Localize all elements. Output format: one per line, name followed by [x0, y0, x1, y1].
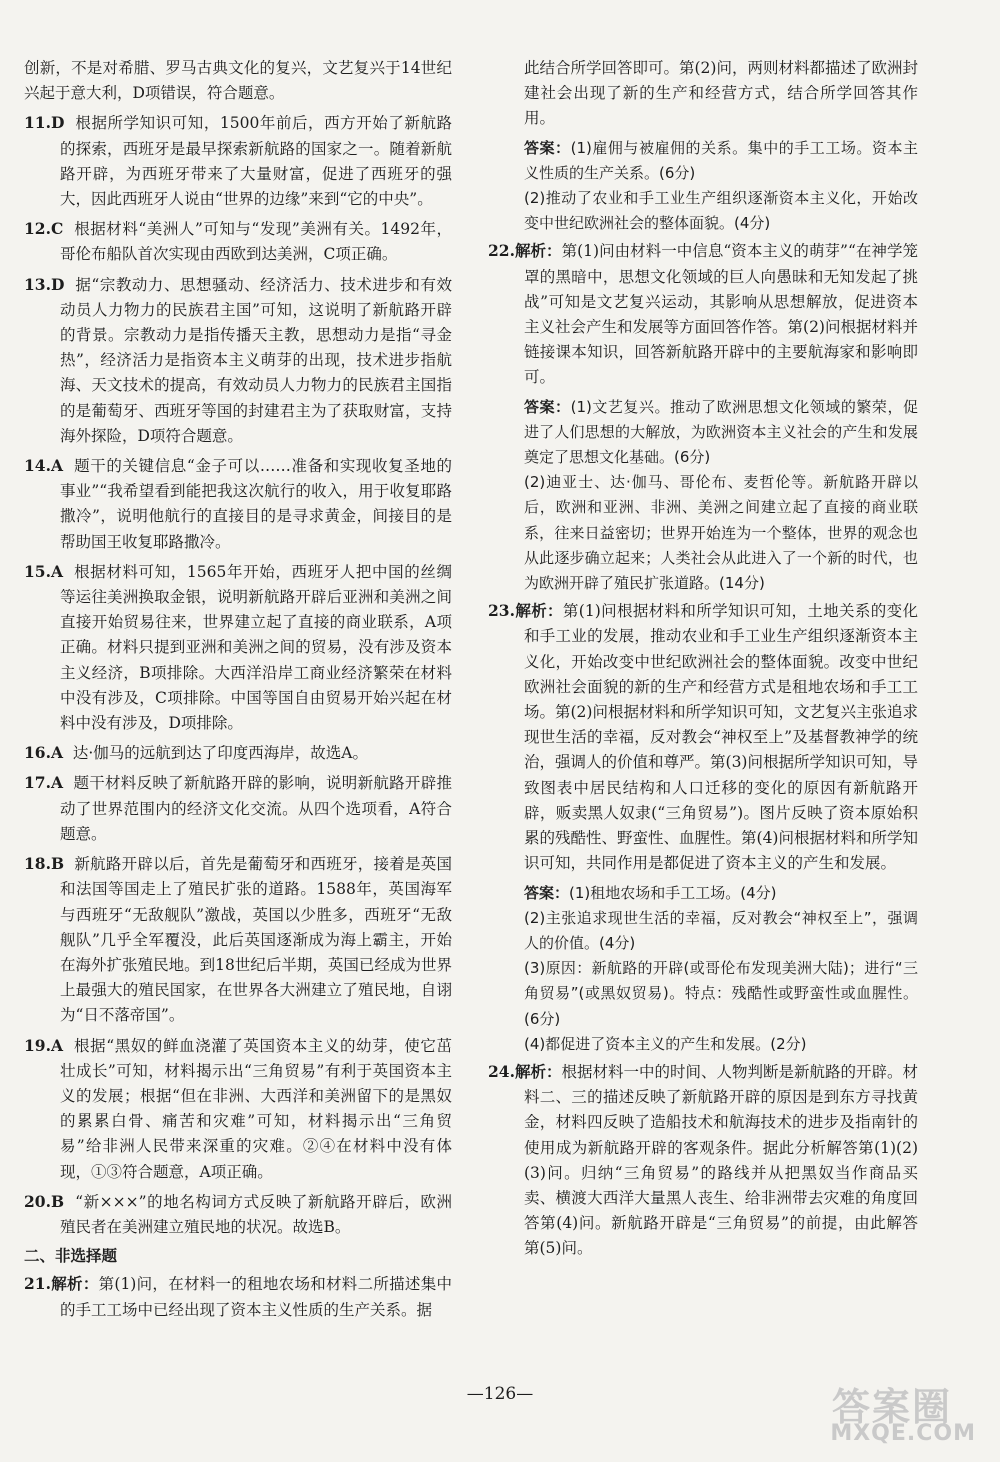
item-number: 14.A — [24, 456, 63, 476]
watermark-logo — [792, 1376, 982, 1448]
answer-item-15 — [24, 559, 452, 736]
answer-item-24 — [488, 1059, 918, 1262]
answer-part-2: (2)推动了农业和手工业生产组织逐渐资本主义化，开始改变中世纪欧洲社会的整体面貌。(4分) — [524, 189, 918, 233]
item-text: 第(1)问由材料一中信息“资本主义的萌芽”“在神学笼罩的黑暗中，思想文化领域的巨人向愚昧和无知发起了挑战”可知是文艺复兴运动，其影响从思想解放，促进资本主义社会产生和发展等方面回答作答。第(2)问根据材料并链接课本知识，回答新航路开辟中的主要航海家和影响即可。 — [524, 242, 918, 387]
q21-continuation: 此结合所学回答即可。第(2)问，两则材料都描述了欧洲封建社会出现了新的生产和经营方式，结合所学回答其作用。 — [524, 59, 918, 128]
answer-item-17 — [24, 770, 452, 847]
item-text: 第(1)问，在材料一的租地农场和材料二所描述集中的手工工场中已经出现了资本主义性质的生产关系。据 — [60, 1275, 452, 1319]
analysis-label: 解析： — [514, 1061, 562, 1081]
answer-item-19 — [24, 1033, 452, 1185]
item-number: 17.A — [24, 773, 63, 793]
q22-answer — [488, 395, 918, 597]
watermark-url: MXQE.COM — [830, 1421, 976, 1446]
item-number: 19.A — [24, 1035, 63, 1055]
answer-item-21 — [24, 1271, 452, 1322]
item-text: “新×××”的地名构词方式反映了新航路开辟后，欧洲殖民者在美洲建立殖民地的状况。故选B。 — [60, 1192, 453, 1236]
item-number: 22. — [488, 241, 515, 261]
answer-part-1: (1)雇佣与被雇佣的关系。集中的手工工场。资本主义性质的生产关系。(6分) — [524, 138, 918, 182]
section-title: 二、非选择题 — [24, 1247, 118, 1266]
answer-item-16 — [24, 740, 452, 766]
analysis-label: 解析： — [514, 601, 563, 621]
answer-label: 答案： — [524, 883, 570, 902]
item-text: 题干的关键信息“金子可以……准备和实现收复圣地的事业”“我希望看到能把我这次航行的收入，用于收复耶路撒冷”，说明他航行的直接目的是寻求黄金，间接目的是帮助国王收复耶路撒冷。 — [60, 457, 452, 551]
item-text: 根据材料一中的时间、人物判断是新航路的开辟。材料二、三的描述反映了新航路开辟的原因是到东方寻找黄金，材料四反映了造船技术和航海技术的进步及指南针的使用成为新航路开辟的客观条件。据此分析解答第(1)(2)(3)问。归纳“三角贸易”的路线并从把黑奴当作商品买卖、横渡大西洋大量黑人丧生、给非洲带去灾难的角度回答第(4)问。新航路开辟是“三角贸易”的前提，由此解答第(5)问。 — [524, 1062, 918, 1258]
answer-item-13 — [24, 272, 452, 449]
right-column — [488, 56, 918, 1266]
page-number: —126— — [466, 1384, 534, 1404]
answer-item-11 — [24, 110, 452, 212]
intro-paragraph: 创新，不是对希腊、罗马古典文化的复兴，文艺复兴于14世纪兴起于意大利，D项错误，符合题意。 — [24, 59, 452, 103]
item-text: 第(1)问根据材料和所学知识可知，土地关系的变化和手工业的发展，推动农业和手工业生产组织逐渐资本主义化，开始改变中世纪欧洲社会的整体面貌。改变中世纪欧洲社会面貌的新的生产和经营方式是租地农场和手工工场。第(2)问根据材料和所学知识可知，文艺复兴主张追求现世生活的幸福，反对教会“神权至上”及基督教神学的统治，强调人的价值和尊严。第(3)问根据所学知识可知，导致图表中居民结构和人口迁移的变化的原因有新航路开辟，贩卖黑人奴隶(“三角贸易”)。图片反映了资本原始积累的残酷性、野蛮性、血腥性。第(4)问根据材料和所学知识可知，共同作用是都促进了资本主义的产生和发展。 — [524, 602, 918, 873]
item-number: 11.D — [24, 113, 65, 133]
answer-part-4: (4)都促进了资本主义的产生和发展。(2分) — [524, 1034, 807, 1053]
item-text: 根据材料“美洲人”可知与“发现”美洲有关。1492年，哥伦布船队首次实现由西欧到达美洲，C项正确。 — [60, 220, 452, 264]
item-number: 13.D — [24, 274, 65, 294]
item-number: 21. — [24, 1274, 51, 1294]
answer-part-1: (1)文艺复兴。推动了欧洲思想文化领域的繁荣，促进了人们思想的大解放，为欧洲资本主义社会的产生和发展奠定了思想文化基础。(6分) — [524, 397, 918, 467]
watermark-main-text: 答案圈 — [831, 1385, 952, 1429]
answer-item-23 — [488, 598, 918, 876]
analysis-label: 解析： — [50, 1274, 99, 1294]
answer-item-14 — [24, 453, 452, 555]
item-text: 根据“黑奴的鲜血浇灌了英国资本主义的幼芽，使它茁壮成长”可知，材料揭示出“三角贸易”有利于英国资本主义的发展；根据“但在非洲、大西洋和美洲留下的是黑奴的累累白骨、痛苦和灾难”可知，材料揭示出“三角贸易”给非洲人民带来深重的灾难。②④在材料中没有体现，①③符合题意，A项正确。 — [60, 1036, 452, 1181]
answer-item-22 — [488, 238, 918, 390]
item-number: 23. — [488, 601, 515, 621]
left-column — [24, 56, 452, 1327]
answer-label: 答案： — [524, 138, 571, 157]
q23-answer — [488, 881, 918, 1057]
item-number: 18.B — [24, 854, 65, 874]
item-number: 24. — [488, 1061, 515, 1081]
item-text: 根据材料可知，1565年开始，西班牙人把中国的丝绸等运往美洲换取金银，说明新航路开辟后亚洲和美洲之间直接开始贸易往来，世界建立起了直接的商业联系，A项正确。材料只提到亚洲和美洲之间的贸易，没有涉及资本主义经济，B项排除。大西洋沿岸工商业经济繁荣在材料中没有涉及，C项排除。中国等国自由贸易开始兴起在材料中没有涉及，D项排除。 — [60, 562, 452, 733]
item-number: 12.C — [24, 219, 64, 239]
answer-item-12 — [24, 216, 452, 267]
q21-answer — [488, 136, 918, 237]
answer-label: 答案： — [524, 397, 571, 416]
answer-part-3: (3)原因：新航路的开辟(或哥伦布发现美洲大陆)；进行“三角贸易”(或黑奴贸易)。特点：残酷性或野蛮性或血腥性。(6分) — [524, 959, 918, 1028]
answer-item-20 — [24, 1189, 452, 1240]
item-text: 题干材料反映了新航路开辟的影响，说明新航路开辟推动了世界范围内的经济文化交流。从四个选项看，A符合题意。 — [60, 774, 452, 843]
item-text: 据“宗教动力、思想骚动、经济活力、技术进步和有效动员人力物力的民族君主国”可知，这说明了新航路开辟的背景。宗教动力是指传播天主教，思想动力是指“寻金热”，经济活力是指资本主义萌芽的出现，技术进步指航海、天文技术的提高，有效动员人力物力的民族君主国指的是葡萄牙、西班牙等国的封建君主为了获取财富，支持海外探险，D项符合题意。 — [60, 275, 452, 445]
item-text: 根据所学知识可知，1500年前后，西方开始了新航路的探索，西班牙是最早探索新航路的国家之一。随着新航路开辟，为西班牙带来了大量财富，促进了西班牙的强大，因此西班牙人说由“世界的边缘”来到“它的中央”。 — [60, 114, 452, 209]
item-number: 16.A — [24, 743, 63, 763]
answer-part-2: (2)主张追求现世生活的幸福，反对教会“神权至上”，强调人的价值。(4分) — [524, 908, 918, 952]
answer-part-2: (2)迪亚士、达·伽马、哥伦布、麦哲伦等。新航路开辟以后，欧洲和亚洲、非洲、美洲之间建立起了直接的商业联系，往来日益密切；世界开始连为一个整体，世界的观念也从此逐步确立起来；人类社会从此进入了一个新的时代，也为欧洲开辟了殖民扩张道路。(14分) — [524, 473, 918, 593]
answer-item-18 — [24, 851, 452, 1028]
analysis-label: 解析： — [514, 241, 562, 261]
item-number: 20.B — [24, 1191, 65, 1211]
answer-part-1: (1)租地农场和手工工场。(4分) — [569, 883, 777, 902]
item-text: 达·伽马的远航到达了印度西海岸，故选A。 — [72, 744, 368, 763]
item-text: 新航路开辟以后，首先是葡萄牙和西班牙，接着是英国和法国等国走上了殖民扩张的道路。1588年，英国海军与西班牙“无敌舰队”激战，英国以少胜多，西班牙“无敌舰队”几乎全军覆没，此后英国逐渐成为海上霸主，开始在海外扩张殖民地。到18世纪后半期，英国已经成为世界上最强大的殖民国家，在世界各大洲建立了殖民地，自诩为“日不落帝国”。 — [60, 855, 452, 1025]
item-number: 15.A — [24, 561, 63, 581]
